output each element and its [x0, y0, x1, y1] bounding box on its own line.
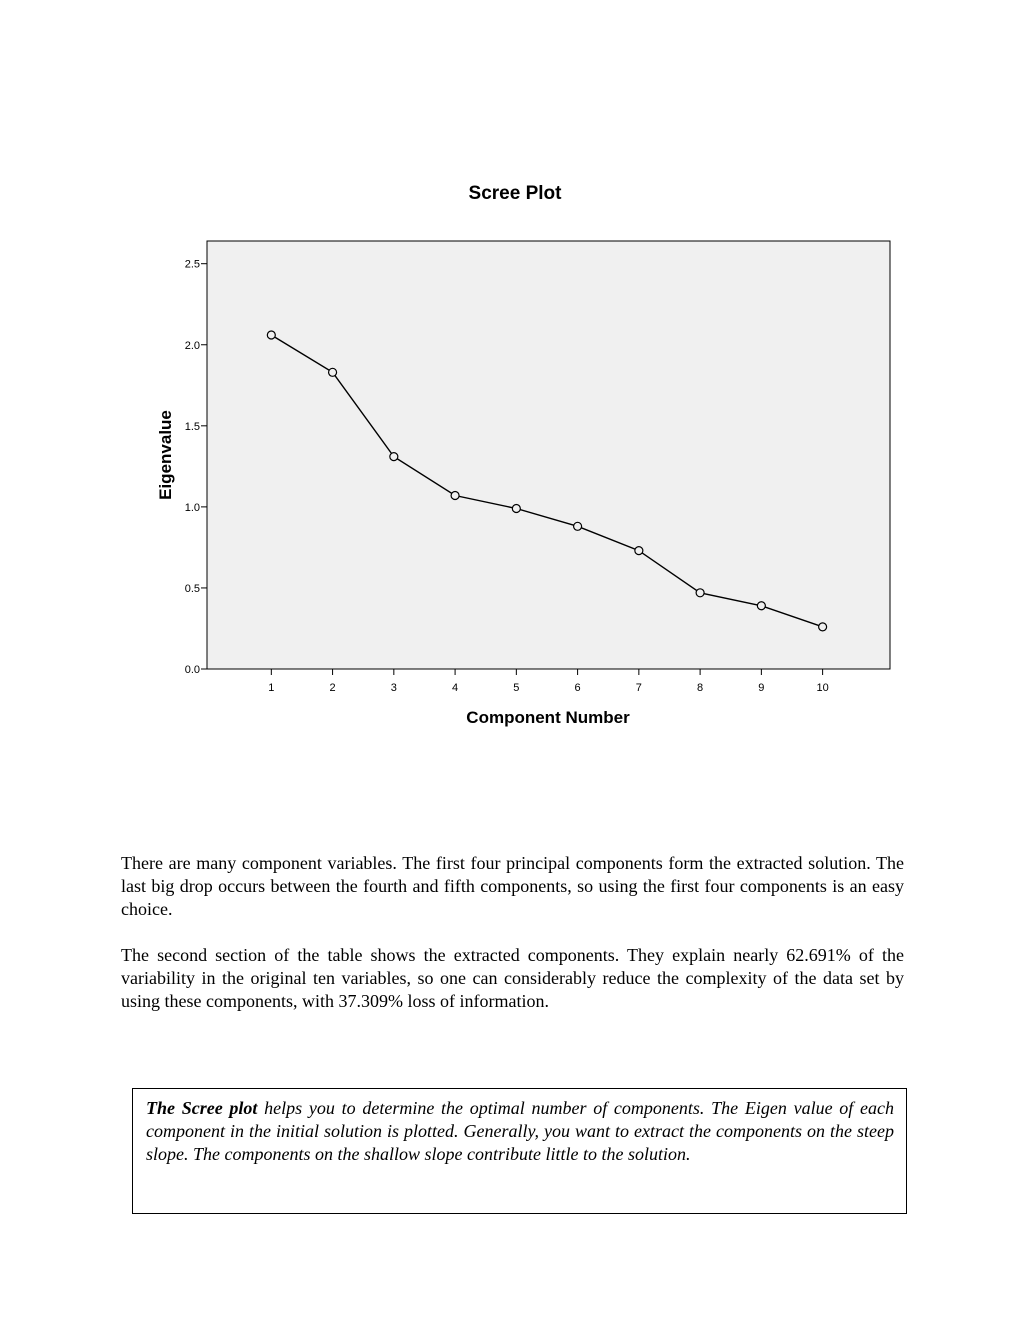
x-tick-label: 10	[816, 682, 829, 694]
x-tick-label: 7	[635, 682, 642, 694]
data-point	[390, 453, 398, 461]
data-point	[574, 522, 582, 530]
x-tick-label: 5	[513, 682, 520, 694]
plot-area	[207, 241, 890, 669]
data-point	[267, 331, 275, 339]
y-tick-label: 1.0	[184, 501, 200, 514]
x-tick-label: 6	[574, 682, 581, 694]
data-point	[635, 547, 643, 555]
y-axis-ticks	[185, 259, 207, 676]
data-point	[757, 602, 765, 610]
y-tick-label: 0.0	[184, 664, 200, 676]
x-axis-ticks	[268, 669, 828, 694]
chart-title: Scree Plot	[468, 183, 562, 204]
x-tick-label: 9	[758, 682, 765, 694]
x-axis-label: Component Number	[466, 708, 630, 727]
note-text	[146, 1097, 894, 1166]
y-axis-label: Eigenvalue	[156, 410, 175, 500]
note-box	[132, 1088, 907, 1214]
data-point	[819, 623, 827, 631]
y-tick-label: 1.5	[184, 420, 200, 433]
data-point	[696, 589, 704, 597]
x-tick-label: 2	[329, 682, 336, 694]
x-tick-label: 8	[697, 682, 704, 694]
data-point	[451, 492, 459, 500]
x-tick-label: 4	[452, 682, 459, 694]
x-tick-label: 1	[268, 682, 275, 694]
x-tick-label: 3	[390, 682, 397, 694]
y-tick-label: 0.5	[184, 582, 200, 595]
paragraph-2: The second section of the table shows the extracted components. They explain nearly 62.691% of the variability in the original ten variables, so one can considerably reduce the complexity of the data set by using these components, with 37.309% loss of information.	[121, 945, 904, 1011]
paragraph-1: There are many component variables. The first four principal components form the extracted solution. The last big drop occurs between the fourth and fifth components, so using the first four components is an easy choice.	[121, 853, 904, 919]
data-point	[329, 368, 337, 376]
data-point	[512, 505, 520, 513]
y-tick-label: 2.5	[184, 258, 200, 271]
note-body: helps you to determine the optimal number of components. The Eigen value of each component in the initial solution is plotted. Generally, you want to extract the components on the steep slope. The components on the shallow slope contribute little to the solution.	[146, 1098, 894, 1164]
note-lead: The Scree plot	[146, 1098, 258, 1118]
y-tick-label: 2.0	[184, 339, 200, 352]
